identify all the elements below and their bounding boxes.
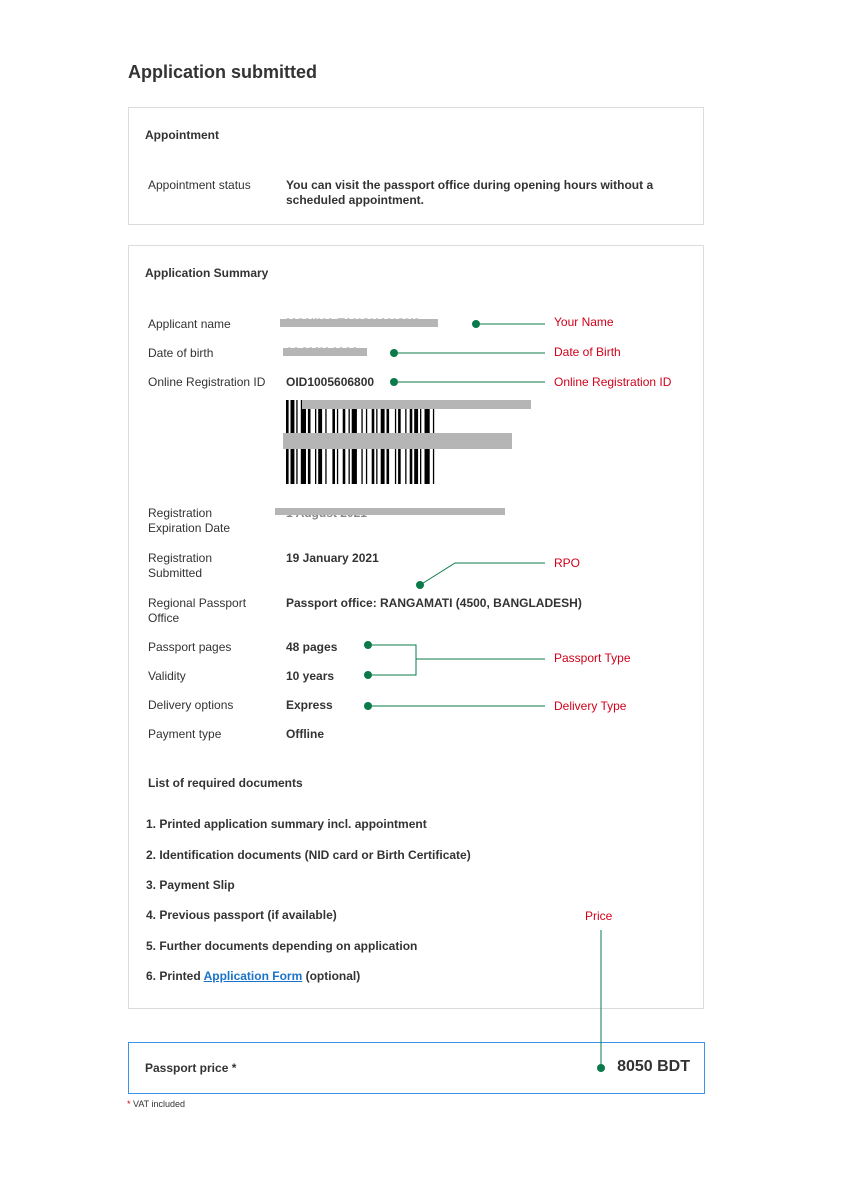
payment-label: Payment type	[148, 727, 222, 741]
appointment-status-value: You can visit the passport office during opening hours without a scheduled appointment.	[286, 178, 654, 207]
expiration-label: Registration Expiration Date	[148, 506, 231, 535]
application-form-link[interactable]: Application Form	[203, 969, 303, 983]
pages-label: Passport pages	[148, 640, 232, 654]
oid-label: Online Registration ID	[148, 375, 266, 389]
annotation-dot	[364, 702, 372, 710]
annotation-line	[420, 563, 545, 585]
annotation-dot	[364, 671, 372, 679]
document-item: 5. Further documents depending on application	[146, 939, 418, 953]
annotation-dot	[416, 581, 424, 589]
annotation-date-of-birth: Date of Birth	[554, 345, 621, 359]
applicant-name-label: Applicant name	[148, 317, 231, 331]
pages-value: 48 pages	[286, 640, 338, 654]
document-item: 3. Payment Slip	[146, 878, 235, 892]
annotation-oid: Online Registration ID	[554, 375, 672, 389]
submitted-value: 19 January 2021	[286, 551, 379, 565]
price-value: 8050 BDT	[617, 1058, 690, 1075]
annotation-dot	[472, 320, 480, 328]
document-item: 2. Identification documents (NID card or Birth Certificate)	[146, 848, 471, 862]
annotation-dot	[390, 378, 398, 386]
documents-heading: List of required documents	[148, 776, 303, 790]
annotation-your-name: Your Name	[554, 315, 614, 329]
delivery-label: Delivery options	[148, 698, 234, 712]
submitted-label: Registration Submitted	[148, 551, 213, 580]
price-label: Passport price *	[145, 1061, 237, 1075]
document-item: 4. Previous passport (if available)	[146, 908, 337, 922]
rpo-value: Passport office: RANGAMATI (4500, BANGLADESH)	[286, 596, 582, 610]
annotation-rpo: RPO	[554, 556, 581, 570]
document-item: 6. Printed Application Form (optional)	[146, 969, 361, 983]
annotation-dot	[390, 349, 398, 357]
appointment-heading: Appointment	[145, 128, 219, 142]
annotation-price: Price	[585, 909, 613, 923]
annotation-line	[368, 645, 416, 675]
dob-label: Date of birth	[148, 346, 214, 360]
vat-footnote: * VAT included	[127, 1099, 186, 1109]
page-title: Application submitted	[128, 62, 317, 82]
validity-value: 10 years	[286, 669, 335, 683]
appointment-status-label: Appointment status	[148, 178, 251, 192]
annotation-passport-type: Passport Type	[554, 651, 631, 665]
summary-heading: Application Summary	[145, 266, 269, 280]
payment-value: Offline	[286, 727, 324, 741]
rpo-label: Regional Passport Office	[148, 596, 247, 625]
annotation-dot	[597, 1064, 605, 1072]
validity-label: Validity	[148, 669, 186, 683]
document-item: 1. Printed application summary incl. appointment	[146, 817, 427, 831]
delivery-value: Express	[286, 698, 333, 712]
annotation-dot	[364, 641, 372, 649]
oid-value: OID1005606800	[286, 375, 375, 389]
annotation-delivery-type: Delivery Type	[554, 699, 627, 713]
